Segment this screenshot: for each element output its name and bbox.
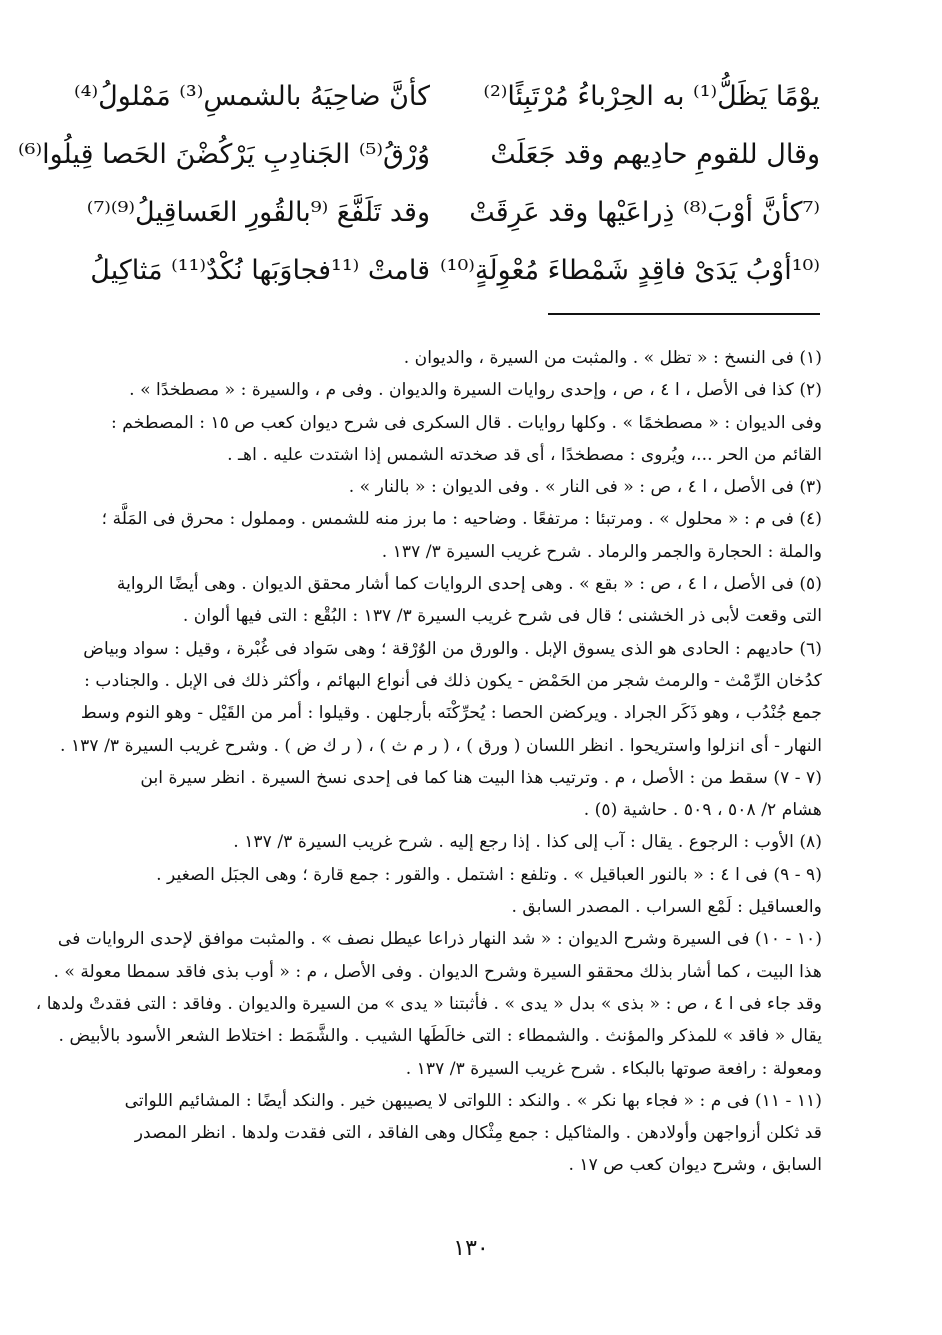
footnote-line: (٢) كذا فى الأصل ، ا ٤ ، ص ، وإحدى روايات السيرة والديوان . وفى م ، والسيرة : « مصطخدًا » .	[129, 380, 822, 401]
second-hemistich: وقد تَلَفَّعَ ⁽⁹بالقُورِ العَساقِيلُ⁽⁹⁾⁽⁷⁾	[86, 197, 430, 228]
footnote-line: ومعولة : رافعة صوتها بالبكاء . شرح غريب السيرة ٣/ ١٣٧ .	[405, 1058, 822, 1079]
verse	[17, 126, 820, 184]
footnote-line: (٦) حاديهم : الحادى هو الذى يسوق الإبل . والورق من الوُرْقة ؛ وهى سَواد فى غُبْرة ، وقيل : سواد وبياض	[83, 638, 822, 659]
footnote-line: (١) فى النسخ : « تظل » . والمثبت من السيرة ، والديوان .	[403, 348, 822, 368]
footnote-line: (٤) فى م : « محلول » . ومرتبئا : مرتفعًا . وضاحيه : ما برز منه للشمس . ومملول : محرق فى المَلَّة ؛	[101, 509, 822, 530]
footnote-line: (٧ - ٧) سقط من : الأصل ، م . وترتيب هذا البيت هنا كما فى إحدى نسخ السيرة . انظر سيرة ابن	[140, 767, 822, 788]
footnote-line: (٩ - ٩) فى ا ٤ : « بالنور العباقيل » . وتلفع : اشتمل . والقور : جمع قارة ؛ وهى الجبَل الصغير .	[156, 864, 822, 885]
footnote-line: (٣) فى الأصل ، ا ٤ ، ص : « فى النار » . وفى الديوان : « بالنار » .	[348, 477, 822, 498]
first-hemistich: ⁽¹⁰أوْبُ يَدَىْ فاقِدٍ شَمْطاءَ مُعْوِلَةٍ⁽¹⁰⁾	[440, 255, 820, 286]
footnote-line: هشام ٢/ ٥٠٨ ، ٥٠٩ . حاشية (٥) .	[583, 800, 822, 821]
footnote-line: يقال « فاقد » للمذكر والمؤنث . والشمطاء : التى خالَطَها الشيب . والشَّمَط : اختلاط الشعر الأسود بالأبيض .	[58, 1026, 822, 1047]
first-hemistich: وقال للقومِ حادِيهم وقد جَعَلَتْ	[490, 139, 820, 170]
footnote-line: (٨) الأوب : الرجوع . يقال : آب إلى كذا . إذا رجع إليه . شرح غريب السيرة ٣/ ١٣٧ .	[233, 832, 822, 853]
footnotes-block	[35, 342, 822, 1182]
second-hemistich: وُرْقُ⁽⁵⁾ الجَنادِبِ يَرْكُضْنَ الحَصا قِيلُوا⁽⁶⁾	[17, 139, 430, 170]
footnote-separator-rule	[548, 313, 820, 315]
footnote-line: والعساقيل : لَمْع السراب . المصدر السابق .	[511, 897, 822, 918]
footnote-line: (٥) فى الأصل ، ا ٤ ، ص : « بقع » . وهى إحدى الروايات كما أشار محقق الديوان . وهى أيضًا الرواية	[116, 574, 822, 595]
footnote-line: القائم من الحر ...، ويُروى : مصطخدًا ، أى قد صخدته الشمس إذا اشتدت عليه . اهـ .	[227, 444, 822, 465]
footnote-line: (١٠ - ١٠) فى السيرة وشرح الديوان : « شد النهار ذراعا عيطل نصف » . والمثبت موافق لإحدى الروايات فى	[57, 929, 822, 950]
footnote-line: السابق ، وشرح ديوان كعب ص ١٧ .	[568, 1155, 822, 1176]
footnote-line: قد ثكلن أزواجهن وأولادهن . والمثاكيل : جمع مِثْكال وهى الفاقد ، التى فقدت ولدها . انظر المصدر	[134, 1123, 822, 1144]
second-hemistich: كأنَّ ضاحِيَهُ بالشمسِ⁽³⁾ مَمْلولُ⁽⁴⁾	[74, 81, 430, 112]
footnote-line: وفى الديوان : « مصطخمًا » . وكلها روايات . قال السكرى فى شرح ديوان كعب ص ١٥ : المصطخم :	[111, 412, 822, 433]
footnote-line: كدُخان الرِّمْث - والرمث شجر من الحَمْض - يكون ذلك فى أنواع البهائم ، وأكثر ذلك فى الإبل . والجنادب :	[84, 670, 822, 691]
verse	[80, 184, 820, 242]
first-hemistich: ⁽⁷كأنَّ أوْبَ⁽⁸⁾ ذِراعَيْها وقد عَرِقَتْ	[469, 197, 820, 228]
footnote-line: والملة : الحجارة والجمر والرماد . شرح غريب السيرة ٣/ ١٣٧ .	[381, 541, 822, 562]
footnote-line: جمع جُنْدُب ، وهو ذَكَر الجراد . ويركضن الحصا : يُحرِّكْنَه بأرجلهن . وقيلوا : أمر من القَيْل - وهو النوم وسط	[80, 703, 822, 724]
poem-block	[17, 68, 820, 300]
verse	[80, 242, 820, 300]
first-hemistich: يوْمًا يَظَلُّ⁽¹⁾ به الحِرْباءُ مُرْتَبِئًا⁽²⁾	[483, 81, 820, 112]
footnote-line: النهار - أى انزلوا واستريحوا . انظر اللسان ( ورق ) ، ( ر م ث ) ، ( ر ك ض ) . وشرح غريب السيرة ٣/ ١٣٧ .	[60, 735, 822, 756]
page-number: ١٣٠	[453, 1236, 489, 1261]
footnote-line: التى وقعت لأبى ذر الخشنى ؛ قال فى شرح غريب السيرة ٣/ ١٣٧ : البُقْع : التى فيها ألوان .	[182, 606, 822, 627]
footnote-line: هذا البيت ، كما أشار بذلك محققو السيرة وشرح الديوان . وفى الأصل ، م : « أوب بذى فاقد سمطا معولة » .	[53, 961, 822, 982]
footnote-line: وقد جاء فى ا ٤ ، ص : « بذى » بدل « يدى » . فأثبتنا « يدى » من السيرة والديوان . وفاقد : التى فقدتْ ولدها ،	[35, 993, 822, 1014]
footnote-line: (١١ - ١١) فى م : « فجاء بها نكر » . والنكد : اللواتى لا يصيبهن خير . والنكد أيضًا : المشائيم اللواتى	[124, 1090, 822, 1111]
second-hemistich: قامتْ ⁽¹¹فجاوَبَها نُكْدٌ⁽¹¹⁾ مَثاكِيلُ	[90, 255, 430, 286]
verse	[74, 68, 820, 126]
